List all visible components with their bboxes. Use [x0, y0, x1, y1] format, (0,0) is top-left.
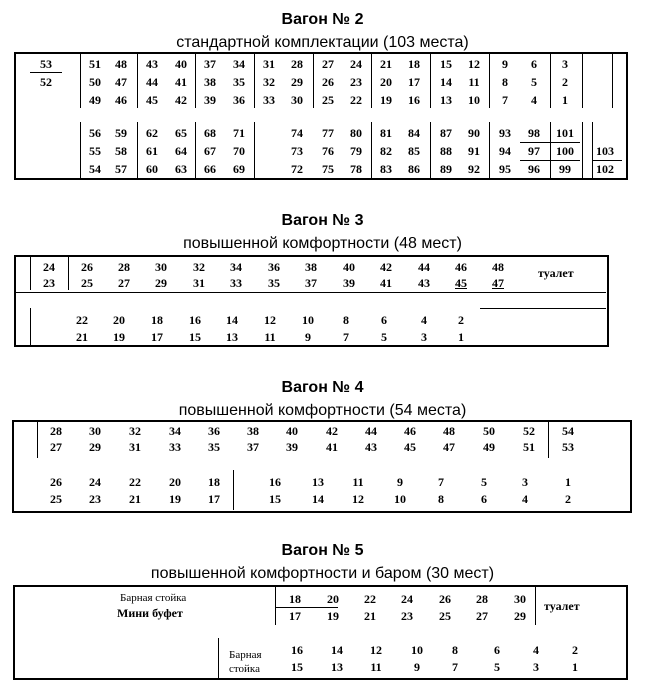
seat-number: 34 — [169, 424, 181, 438]
seat-number: 30 — [514, 592, 526, 606]
seat-number: 8 — [343, 313, 349, 327]
seat-number: 10 — [394, 492, 406, 506]
seat-number: 51 — [523, 440, 535, 454]
compartment-divider — [80, 122, 81, 178]
seat-number: 11 — [468, 75, 480, 89]
seat-number: 40 — [286, 424, 298, 438]
seat-number: 67 — [204, 144, 216, 158]
seat-number: 55 — [89, 144, 101, 158]
seat-number: 33 — [263, 93, 275, 107]
seat-number: 20 — [380, 75, 392, 89]
seat-number: 45 — [455, 276, 467, 290]
car-2-subtitle: стандартной комплектации (103 места) — [176, 34, 469, 51]
seat-number: 35 — [268, 276, 280, 290]
seat-number: 102 — [596, 162, 614, 176]
compartment-divider — [582, 54, 583, 108]
seat-number: 85 — [408, 144, 420, 158]
seat-number: 29 — [514, 609, 526, 623]
seat-number: 52 — [40, 75, 52, 89]
seat-number: 64 — [175, 144, 187, 158]
seat-number: 17 — [289, 609, 301, 623]
seat-number: 59 — [115, 126, 127, 140]
seat-number: 40 — [175, 57, 187, 71]
seat-number: 56 — [89, 126, 101, 140]
seat-number: 73 — [291, 144, 303, 158]
seat-number: 14 — [331, 643, 343, 657]
seat-number: 3 — [562, 57, 568, 71]
compartment-divider — [254, 54, 255, 108]
seat-number: 30 — [291, 93, 303, 107]
seat-number: 103 — [596, 144, 614, 158]
seat-number: 7 — [502, 93, 508, 107]
seat-number: 18 — [208, 475, 220, 489]
bar-counter-label-line1: Барная — [229, 649, 262, 661]
seat-number: 17 — [151, 330, 163, 344]
car-4-plan — [12, 420, 632, 513]
seat-number: 10 — [411, 643, 423, 657]
seat-number: 23 — [401, 609, 413, 623]
seat-number: 4 — [533, 643, 539, 657]
seat-number: 11 — [264, 330, 276, 344]
seat-number: 46 — [455, 260, 467, 274]
seat-number: 47 — [443, 440, 455, 454]
seat-number: 63 — [175, 162, 187, 176]
seat-number: 15 — [291, 660, 303, 674]
seat-number: 31 — [263, 57, 275, 71]
seat-number: 2 — [562, 75, 568, 89]
seat-number: 4 — [522, 492, 528, 506]
seat-number: 14 — [440, 75, 452, 89]
compartment-divider — [550, 122, 551, 178]
seat-number: 5 — [381, 330, 387, 344]
seat-number: 75 — [322, 162, 334, 176]
seat-number: 6 — [494, 643, 500, 657]
seat-number: 6 — [481, 492, 487, 506]
seat-number: 22 — [76, 313, 88, 327]
seat-number: 7 — [452, 660, 458, 674]
compartment-divider — [30, 308, 31, 345]
seat-number: 31 — [193, 276, 205, 290]
seat-number: 9 — [305, 330, 311, 344]
seat-number: 79 — [350, 144, 362, 158]
seat-number: 20 — [113, 313, 125, 327]
seat-number: 2 — [572, 643, 578, 657]
seat-number: 98 — [528, 126, 540, 140]
seat-number: 15 — [269, 492, 281, 506]
car-3-title: Вагон № 3 — [281, 212, 364, 229]
seat-number: 5 — [494, 660, 500, 674]
seat-number: 70 — [233, 144, 245, 158]
seat-number: 50 — [89, 75, 101, 89]
seat-number: 66 — [204, 162, 216, 176]
seat-number: 1 — [458, 330, 464, 344]
seat-number: 45 — [146, 93, 158, 107]
seat-number: 24 — [43, 260, 55, 274]
seat-number: 40 — [343, 260, 355, 274]
seat-number: 27 — [476, 609, 488, 623]
seat-number: 57 — [115, 162, 127, 176]
compartment-divider — [68, 257, 69, 290]
seat-number: 12 — [468, 57, 480, 71]
seat-number: 46 — [115, 93, 127, 107]
seat-number: 26 — [439, 592, 451, 606]
seat-number: 16 — [189, 313, 201, 327]
seat-number: 25 — [81, 276, 93, 290]
seat-number: 42 — [380, 260, 392, 274]
seat-number: 32 — [193, 260, 205, 274]
bar-counter-label-line2: стойка — [229, 663, 260, 675]
seat-number: 21 — [364, 609, 376, 623]
car-4-title: Вагон № 4 — [281, 379, 364, 396]
seat-number: 23 — [43, 276, 55, 290]
seat-number: 41 — [380, 276, 392, 290]
seat-number: 39 — [343, 276, 355, 290]
seat-number: 12 — [352, 492, 364, 506]
aisle-line — [480, 308, 606, 309]
seat-number: 18 — [151, 313, 163, 327]
seat-number: 49 — [483, 440, 495, 454]
seat-number: 84 — [408, 126, 420, 140]
seat-number: 50 — [483, 424, 495, 438]
seat-number: 3 — [533, 660, 539, 674]
seat-number: 31 — [129, 440, 141, 454]
seat-number: 22 — [350, 93, 362, 107]
compartment-divider — [218, 638, 219, 678]
car-2-plan — [14, 52, 628, 180]
seat-number: 42 — [175, 93, 187, 107]
seat-number: 41 — [175, 75, 187, 89]
seat-number: 26 — [322, 75, 334, 89]
seat-number: 53 — [562, 440, 574, 454]
car-3-plan — [14, 255, 609, 347]
seat-number: 54 — [562, 424, 574, 438]
seat-number: 92 — [468, 162, 480, 176]
seat-number: 91 — [468, 144, 480, 158]
seat-number: 3 — [421, 330, 427, 344]
seat-number: 29 — [291, 75, 303, 89]
seat-number: 12 — [370, 643, 382, 657]
seat-number: 44 — [418, 260, 430, 274]
seat-number: 4 — [421, 313, 427, 327]
seat-number: 16 — [291, 643, 303, 657]
seat-number: 93 — [499, 126, 511, 140]
seat-number: 19 — [113, 330, 125, 344]
seat-number: 27 — [322, 57, 334, 71]
seat-number: 43 — [418, 276, 430, 290]
seat-number: 48 — [492, 260, 504, 274]
seat-number: 9 — [414, 660, 420, 674]
compartment-divider — [550, 54, 551, 108]
toilet-label: туалет — [544, 599, 580, 613]
car-5-plan — [13, 585, 628, 680]
seat-number: 3 — [522, 475, 528, 489]
seat-number: 61 — [146, 144, 158, 158]
seat-number: 24 — [350, 57, 362, 71]
aisle-line — [276, 607, 338, 608]
compartment-divider — [275, 587, 276, 625]
seat-number: 38 — [305, 260, 317, 274]
seat-number: 41 — [326, 440, 338, 454]
seat-number: 34 — [230, 260, 242, 274]
seat-number: 29 — [155, 276, 167, 290]
seat-number: 100 — [556, 144, 574, 158]
seat-number: 78 — [350, 162, 362, 176]
compartment-divider — [582, 122, 583, 178]
seat-number: 35 — [233, 75, 245, 89]
compartment-divider — [612, 54, 613, 108]
seat-number: 39 — [286, 440, 298, 454]
seat-number: 34 — [233, 57, 245, 71]
seat-number: 42 — [326, 424, 338, 438]
seat-number: 2 — [458, 313, 464, 327]
seat-number: 5 — [481, 475, 487, 489]
seat-number: 28 — [476, 592, 488, 606]
seat-number: 17 — [408, 75, 420, 89]
seat-number: 81 — [380, 126, 392, 140]
seat-number: 18 — [408, 57, 420, 71]
seat-number: 36 — [208, 424, 220, 438]
seat-number: 72 — [291, 162, 303, 176]
compartment-divider — [254, 122, 255, 178]
seat-number: 86 — [408, 162, 420, 176]
seat-number: 7 — [343, 330, 349, 344]
seat-number: 32 — [129, 424, 141, 438]
seat-number: 37 — [305, 276, 317, 290]
compartment-divider — [489, 54, 490, 108]
seat-number: 12 — [264, 313, 276, 327]
seat-number: 11 — [352, 475, 364, 489]
compartment-divider — [371, 54, 372, 108]
seat-number: 87 — [440, 126, 452, 140]
seat-number: 25 — [50, 492, 62, 506]
seat-number: 27 — [50, 440, 62, 454]
seat-number: 17 — [208, 492, 220, 506]
seat-number: 28 — [50, 424, 62, 438]
car-3-subtitle: повышенной комфортности (48 мест) — [183, 235, 462, 252]
seat-number: 68 — [204, 126, 216, 140]
compartment-divider — [535, 587, 536, 625]
seat-number: 38 — [247, 424, 259, 438]
seat-number: 6 — [531, 57, 537, 71]
seat-number: 28 — [291, 57, 303, 71]
seat-number: 15 — [189, 330, 201, 344]
seat-number: 30 — [155, 260, 167, 274]
seat-number: 74 — [291, 126, 303, 140]
seat-number: 35 — [208, 440, 220, 454]
seat-number: 38 — [204, 75, 216, 89]
bar-counter-label: Барная стойка — [120, 592, 187, 604]
compartment-divider — [489, 122, 490, 178]
seat-number: 83 — [380, 162, 392, 176]
seat-number: 8 — [438, 492, 444, 506]
seat-number: 19 — [169, 492, 181, 506]
seat-number: 101 — [556, 126, 574, 140]
seat-number: 2 — [565, 492, 571, 506]
seat-number: 48 — [115, 57, 127, 71]
seat-number: 47 — [492, 276, 504, 290]
seat-number: 7 — [438, 475, 444, 489]
seat-number: 19 — [380, 93, 392, 107]
mini-buffet-label: Мини буфет — [117, 606, 183, 620]
seat-number: 97 — [528, 144, 540, 158]
seat-number: 90 — [468, 126, 480, 140]
seat-number: 14 — [226, 313, 238, 327]
seat-number: 71 — [233, 126, 245, 140]
seat-number: 53 — [40, 57, 52, 71]
seat-number: 47 — [115, 75, 127, 89]
seat-number: 4 — [531, 93, 537, 107]
seat-number: 9 — [502, 57, 508, 71]
seat-number: 1 — [572, 660, 578, 674]
toilet-label: туалет — [538, 266, 574, 280]
seat-number: 21 — [380, 57, 392, 71]
seat-number: 25 — [322, 93, 334, 107]
seat-number: 26 — [81, 260, 93, 274]
compartment-divider — [80, 54, 81, 108]
seat-number: 16 — [269, 475, 281, 489]
seat-number: 21 — [76, 330, 88, 344]
seat-number: 76 — [322, 144, 334, 158]
seat-number: 5 — [531, 75, 537, 89]
aisle-line — [592, 160, 622, 161]
seat-number: 60 — [146, 162, 158, 176]
seat-number: 48 — [443, 424, 455, 438]
seat-number: 65 — [175, 126, 187, 140]
seat-number: 13 — [226, 330, 238, 344]
seat-number: 54 — [89, 162, 101, 176]
compartment-divider — [195, 122, 196, 178]
compartment-divider — [37, 422, 38, 458]
seat-number: 18 — [289, 592, 301, 606]
compartment-divider — [195, 54, 196, 108]
seat-number: 1 — [562, 93, 568, 107]
seat-number: 36 — [268, 260, 280, 274]
seat-number: 16 — [408, 93, 420, 107]
seat-number: 9 — [397, 475, 403, 489]
seat-number: 13 — [331, 660, 343, 674]
seat-number: 43 — [146, 57, 158, 71]
seat-number: 32 — [263, 75, 275, 89]
seat-number: 21 — [129, 492, 141, 506]
seat-number: 94 — [499, 144, 511, 158]
compartment-divider — [430, 54, 431, 108]
aisle-line — [30, 72, 62, 73]
seat-number: 13 — [440, 93, 452, 107]
seat-number: 82 — [380, 144, 392, 158]
seat-number: 20 — [169, 475, 181, 489]
seat-number: 23 — [89, 492, 101, 506]
car-5-title: Вагон № 5 — [281, 542, 364, 559]
seat-number: 28 — [118, 260, 130, 274]
seat-number: 20 — [327, 592, 339, 606]
seat-number: 11 — [370, 660, 382, 674]
seat-number: 1 — [565, 475, 571, 489]
seat-number: 8 — [502, 75, 508, 89]
seat-number: 24 — [89, 475, 101, 489]
seat-number: 24 — [401, 592, 413, 606]
seat-number: 19 — [327, 609, 339, 623]
seat-number: 33 — [230, 276, 242, 290]
seat-number: 58 — [115, 144, 127, 158]
seat-number: 89 — [440, 162, 452, 176]
seat-number: 43 — [365, 440, 377, 454]
seat-number: 62 — [146, 126, 158, 140]
seat-number: 10 — [302, 313, 314, 327]
seat-number: 51 — [89, 57, 101, 71]
seat-number: 13 — [312, 475, 324, 489]
seat-number: 22 — [129, 475, 141, 489]
seat-number: 14 — [312, 492, 324, 506]
car-2-title: Вагон № 2 — [281, 11, 364, 28]
compartment-divider — [313, 54, 314, 108]
compartment-divider — [137, 54, 138, 108]
seat-number: 52 — [523, 424, 535, 438]
seat-number: 45 — [404, 440, 416, 454]
compartment-divider — [548, 422, 549, 458]
compartment-divider — [592, 122, 593, 178]
seat-number: 69 — [233, 162, 245, 176]
seat-number: 77 — [322, 126, 334, 140]
seat-number: 88 — [440, 144, 452, 158]
seat-number: 99 — [559, 162, 571, 176]
seat-number: 23 — [350, 75, 362, 89]
compartment-divider — [137, 122, 138, 178]
seat-number: 95 — [499, 162, 511, 176]
seat-number: 15 — [440, 57, 452, 71]
seat-number: 22 — [364, 592, 376, 606]
seat-number: 46 — [404, 424, 416, 438]
seat-number: 8 — [452, 643, 458, 657]
seat-number: 39 — [204, 93, 216, 107]
seat-number: 26 — [50, 475, 62, 489]
seat-number: 49 — [89, 93, 101, 107]
seat-number: 30 — [89, 424, 101, 438]
seat-number: 36 — [233, 93, 245, 107]
seat-number: 25 — [439, 609, 451, 623]
seat-number: 44 — [365, 424, 377, 438]
seat-number: 80 — [350, 126, 362, 140]
car-5-subtitle: повышенной комфортности и баром (30 мест) — [150, 565, 495, 582]
compartment-divider — [233, 470, 234, 510]
seat-number: 29 — [89, 440, 101, 454]
aisle-line — [520, 160, 580, 161]
compartment-divider — [371, 122, 372, 178]
seat-number: 96 — [528, 162, 540, 176]
seat-number: 44 — [146, 75, 158, 89]
seat-number: 27 — [118, 276, 130, 290]
seat-number: 37 — [204, 57, 216, 71]
aisle-line — [520, 142, 580, 143]
aisle-line — [16, 292, 606, 293]
compartment-divider — [430, 122, 431, 178]
compartment-divider — [30, 257, 31, 290]
car-4-subtitle: повышенной комфортности (54 места) — [178, 402, 467, 419]
seat-number: 10 — [468, 93, 480, 107]
seat-number: 37 — [247, 440, 259, 454]
seat-number: 33 — [169, 440, 181, 454]
seat-number: 6 — [381, 313, 387, 327]
